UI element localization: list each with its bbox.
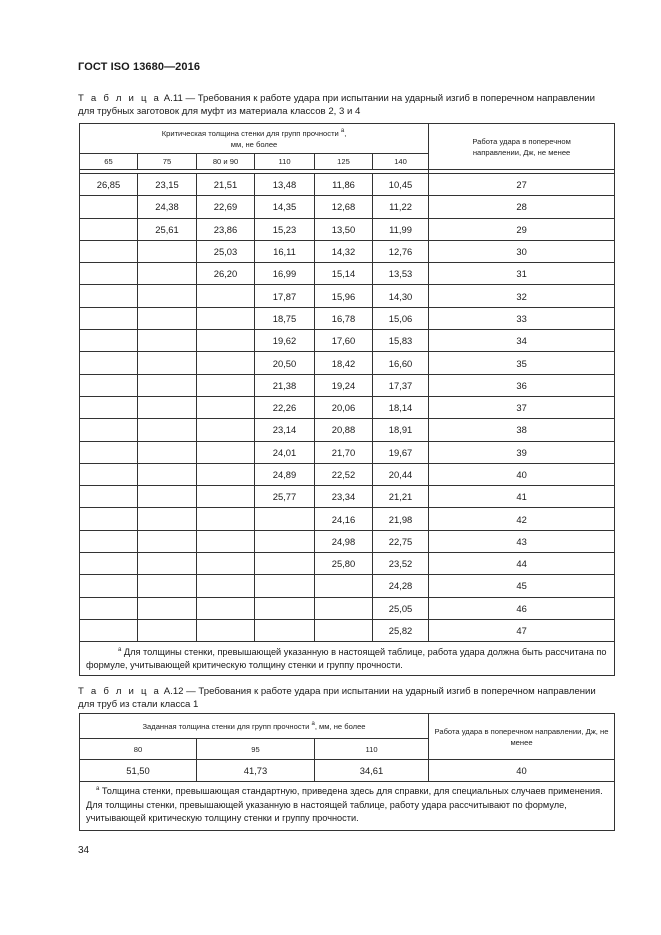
thickness-cell: 24,16	[315, 508, 373, 530]
thickness-cell	[138, 486, 197, 508]
thickness-cell: 11,99	[373, 218, 429, 240]
thickness-cell: 15,06	[373, 307, 429, 329]
document-header: ГОСТ ISO 13680—2016	[78, 61, 201, 73]
thickness-cell: 14,30	[373, 285, 429, 307]
thickness-cell	[315, 575, 373, 597]
impact-work-cell: 29	[429, 218, 615, 240]
thickness-cell: 23,86	[197, 218, 255, 240]
thickness-cell	[197, 575, 255, 597]
thickness-cell	[80, 530, 138, 552]
thickness-cell: 41,73	[197, 760, 315, 782]
thickness-cell	[80, 486, 138, 508]
thickness-cell: 25,77	[255, 486, 315, 508]
thickness-cell	[197, 374, 255, 396]
impact-work-cell: 43	[429, 530, 615, 552]
thickness-cell: 15,83	[373, 330, 429, 352]
thickness-cell: 12,76	[373, 240, 429, 262]
thickness-cell	[197, 396, 255, 418]
table-number: А.11	[163, 93, 183, 104]
footnote-ref: a	[311, 720, 315, 727]
impact-work-cell: 37	[429, 396, 615, 418]
impact-work-cell: 47	[429, 619, 615, 641]
footnote-text: Для толщины стенки, превышающей указанную в настоящей таблице, работа удара должна быть рассчитана по формуле, учитывающей критическую толщину стенки и группу прочности.	[86, 647, 607, 671]
thickness-cell	[138, 285, 197, 307]
table-row	[80, 508, 615, 530]
table-row	[80, 352, 615, 374]
thickness-cell	[197, 419, 255, 441]
thickness-cell: 17,37	[373, 374, 429, 396]
thickness-cell: 13,53	[373, 263, 429, 285]
table-row	[80, 263, 615, 285]
group-column-header: 140	[373, 154, 429, 170]
thickness-cell: 23,14	[255, 419, 315, 441]
table-a11	[79, 123, 615, 676]
impact-work-cell: 46	[429, 597, 615, 619]
group-header-comma: ,	[344, 128, 347, 138]
impact-work-cell: 36	[429, 374, 615, 396]
group-header-line1: Критическая толщина стенки для групп прочности	[161, 128, 339, 138]
thickness-cell: 18,14	[373, 396, 429, 418]
impact-work-cell: 38	[429, 419, 615, 441]
thickness-cell	[138, 441, 197, 463]
thickness-cell	[80, 463, 138, 485]
thickness-cell	[138, 553, 197, 575]
thickness-cell	[138, 575, 197, 597]
impact-work-cell: 35	[429, 352, 615, 374]
thickness-cell	[197, 330, 255, 352]
table-row	[80, 285, 615, 307]
thickness-cell: 13,50	[315, 218, 373, 240]
thickness-cell: 19,67	[373, 441, 429, 463]
thickness-cell: 17,60	[315, 330, 373, 352]
table-title: — Требования к работе удара при испытании на ударный изгиб в поперечном направлении для трубных заготовок для муфт из материала классов 2, 3 и 4	[78, 93, 595, 117]
thickness-cell: 16,78	[315, 307, 373, 329]
thickness-cell	[80, 374, 138, 396]
thickness-cell	[138, 263, 197, 285]
impact-work-cell: 30	[429, 240, 615, 262]
thickness-cell	[80, 307, 138, 329]
group-column-header: 80	[80, 739, 197, 760]
table-row	[80, 575, 615, 597]
thickness-cell	[138, 307, 197, 329]
thickness-cell	[80, 508, 138, 530]
thickness-cell: 25,05	[373, 597, 429, 619]
footnote-ref: a	[340, 127, 345, 134]
thickness-cell	[80, 218, 138, 240]
table-row	[80, 530, 615, 552]
thickness-cell	[80, 419, 138, 441]
thickness-cell: 22,69	[197, 196, 255, 218]
thickness-cell	[138, 240, 197, 262]
table-title: — Требования к работе удара при испытании на ударный изгиб в поперечном направлении для труб из стали класса 1	[78, 686, 596, 710]
thickness-cell: 12,68	[315, 196, 373, 218]
thickness-cell: 21,98	[373, 508, 429, 530]
footnote-mark: a	[96, 786, 100, 792]
thickness-cell: 25,61	[138, 218, 197, 240]
thickness-cell: 24,98	[315, 530, 373, 552]
thickness-cell	[197, 307, 255, 329]
table-label: Т а б л и ц а	[78, 686, 162, 697]
thickness-cell	[197, 486, 255, 508]
thickness-cell	[80, 330, 138, 352]
impact-work-cell: 45	[429, 575, 615, 597]
thickness-cell: 16,60	[373, 352, 429, 374]
thickness-cell	[255, 619, 315, 641]
group-column-header: 110	[255, 154, 315, 170]
thickness-cell: 16,11	[255, 240, 315, 262]
thickness-cell: 25,03	[197, 240, 255, 262]
thickness-cell: 23,34	[315, 486, 373, 508]
thickness-cell: 10,45	[373, 174, 429, 196]
thickness-cell	[197, 619, 255, 641]
impact-work-cell: 44	[429, 553, 615, 575]
thickness-cell: 15,23	[255, 218, 315, 240]
thickness-cell	[197, 285, 255, 307]
thickness-cell: 14,35	[255, 196, 315, 218]
table-row	[80, 441, 615, 463]
table-row	[80, 196, 615, 218]
thickness-cell	[315, 597, 373, 619]
work-header	[429, 124, 615, 170]
impact-work-cell: 41	[429, 486, 615, 508]
impact-work-cell: 31	[429, 263, 615, 285]
thickness-cell	[255, 597, 315, 619]
work-header-line2: направлении, Дж, не менее	[472, 147, 571, 157]
thickness-cell	[80, 352, 138, 374]
footnote-text: Толщина стенки, превышающая стандартную, приведена здесь для справки, для специальных случаев применения. Для толщины стенки, превышающей указанную в настоящей таблице, работу удара рассчитывают по формуле, учитывающей критическую толщину стенки и группу прочности.	[86, 786, 603, 823]
thickness-cell	[255, 553, 315, 575]
thickness-cell: 24,28	[373, 575, 429, 597]
thickness-cell: 21,51	[197, 174, 255, 196]
page-number: 34	[78, 845, 90, 856]
group-header	[80, 714, 429, 739]
thickness-cell: 15,96	[315, 285, 373, 307]
thickness-cell: 16,99	[255, 263, 315, 285]
table-row	[80, 486, 615, 508]
table-row	[80, 619, 615, 641]
impact-work-cell: 40	[429, 463, 615, 485]
work-header: Работа удара в поперечном направлении, Дж, не менее	[429, 714, 615, 760]
table-footnote	[80, 782, 615, 831]
thickness-cell	[197, 553, 255, 575]
table-row	[80, 553, 615, 575]
thickness-cell: 20,44	[373, 463, 429, 485]
thickness-cell	[80, 619, 138, 641]
thickness-cell: 15,14	[315, 263, 373, 285]
table-row	[80, 240, 615, 262]
table-row	[80, 760, 615, 782]
thickness-cell	[138, 374, 197, 396]
group-column-header: 80 и 90	[197, 154, 255, 170]
table-row	[80, 463, 615, 485]
table-row	[80, 307, 615, 329]
thickness-cell	[255, 508, 315, 530]
thickness-cell: 25,80	[315, 553, 373, 575]
thickness-cell: 22,75	[373, 530, 429, 552]
thickness-cell	[197, 597, 255, 619]
thickness-cell	[80, 553, 138, 575]
thickness-cell: 21,70	[315, 441, 373, 463]
thickness-cell: 20,50	[255, 352, 315, 374]
thickness-cell: 14,32	[315, 240, 373, 262]
table-row	[80, 174, 615, 196]
thickness-cell	[197, 463, 255, 485]
thickness-cell: 24,89	[255, 463, 315, 485]
thickness-cell	[197, 352, 255, 374]
table-row	[80, 396, 615, 418]
thickness-cell: 21,21	[373, 486, 429, 508]
thickness-cell	[138, 619, 197, 641]
impact-work-cell: 27	[429, 174, 615, 196]
thickness-cell	[197, 508, 255, 530]
table-row	[80, 218, 615, 240]
group-header	[80, 124, 429, 154]
table-a12	[79, 713, 615, 831]
thickness-cell	[80, 285, 138, 307]
work-header-line1: Работа удара в поперечном	[472, 136, 571, 146]
thickness-cell	[80, 263, 138, 285]
thickness-cell	[255, 575, 315, 597]
thickness-cell: 22,26	[255, 396, 315, 418]
impact-work-cell: 33	[429, 307, 615, 329]
group-header-line2: мм, не более	[230, 139, 278, 149]
thickness-cell	[80, 240, 138, 262]
thickness-cell	[138, 396, 197, 418]
thickness-cell: 24,38	[138, 196, 197, 218]
table-row	[80, 597, 615, 619]
thickness-cell: 24,01	[255, 441, 315, 463]
thickness-cell: 23,52	[373, 553, 429, 575]
thickness-cell	[138, 530, 197, 552]
thickness-cell	[80, 196, 138, 218]
group-header-text: Заданная толщина стенки для групп прочности	[142, 721, 310, 731]
thickness-cell	[138, 330, 197, 352]
thickness-cell: 26,85	[80, 174, 138, 196]
impact-work-cell: 32	[429, 285, 615, 307]
group-column-header: 125	[315, 154, 373, 170]
impact-work-cell: 39	[429, 441, 615, 463]
table-label: Т а б л и ц а	[78, 93, 162, 104]
thickness-cell: 20,06	[315, 396, 373, 418]
thickness-cell: 21,38	[255, 374, 315, 396]
thickness-cell	[138, 597, 197, 619]
thickness-cell: 23,15	[138, 174, 197, 196]
impact-work-cell: 40	[429, 760, 615, 782]
group-column-header: 95	[197, 739, 315, 760]
group-column-header: 65	[80, 154, 138, 170]
thickness-cell	[197, 530, 255, 552]
table-footnote	[80, 642, 615, 676]
thickness-cell: 18,42	[315, 352, 373, 374]
thickness-cell	[138, 419, 197, 441]
thickness-cell	[138, 352, 197, 374]
thickness-cell: 51,50	[80, 760, 197, 782]
impact-work-cell: 42	[429, 508, 615, 530]
table-a11-caption	[78, 92, 614, 118]
thickness-cell	[197, 441, 255, 463]
thickness-cell	[138, 508, 197, 530]
table-row	[80, 374, 615, 396]
table-row	[80, 419, 615, 441]
thickness-cell	[80, 396, 138, 418]
group-column-header: 110	[315, 739, 429, 760]
thickness-cell	[80, 575, 138, 597]
thickness-cell	[255, 530, 315, 552]
impact-work-cell: 28	[429, 196, 615, 218]
group-column-header: 75	[138, 154, 197, 170]
thickness-cell: 20,88	[315, 419, 373, 441]
thickness-cell: 18,91	[373, 419, 429, 441]
thickness-cell: 17,87	[255, 285, 315, 307]
thickness-cell: 11,22	[373, 196, 429, 218]
thickness-cell: 25,82	[373, 619, 429, 641]
thickness-cell: 22,52	[315, 463, 373, 485]
footnote-mark: a	[118, 647, 122, 654]
thickness-cell: 11,86	[315, 174, 373, 196]
thickness-cell	[138, 463, 197, 485]
table-number: А.12	[163, 686, 184, 697]
thickness-cell: 18,75	[255, 307, 315, 329]
table-a12-caption	[78, 685, 614, 711]
thickness-cell: 19,24	[315, 374, 373, 396]
group-header-end: , мм, не более	[314, 721, 366, 731]
thickness-cell: 34,61	[315, 760, 429, 782]
table-row	[80, 330, 615, 352]
thickness-cell	[80, 597, 138, 619]
thickness-cell: 26,20	[197, 263, 255, 285]
thickness-cell	[315, 619, 373, 641]
thickness-cell	[80, 441, 138, 463]
thickness-cell: 19,62	[255, 330, 315, 352]
impact-work-cell: 34	[429, 330, 615, 352]
thickness-cell: 13,48	[255, 174, 315, 196]
